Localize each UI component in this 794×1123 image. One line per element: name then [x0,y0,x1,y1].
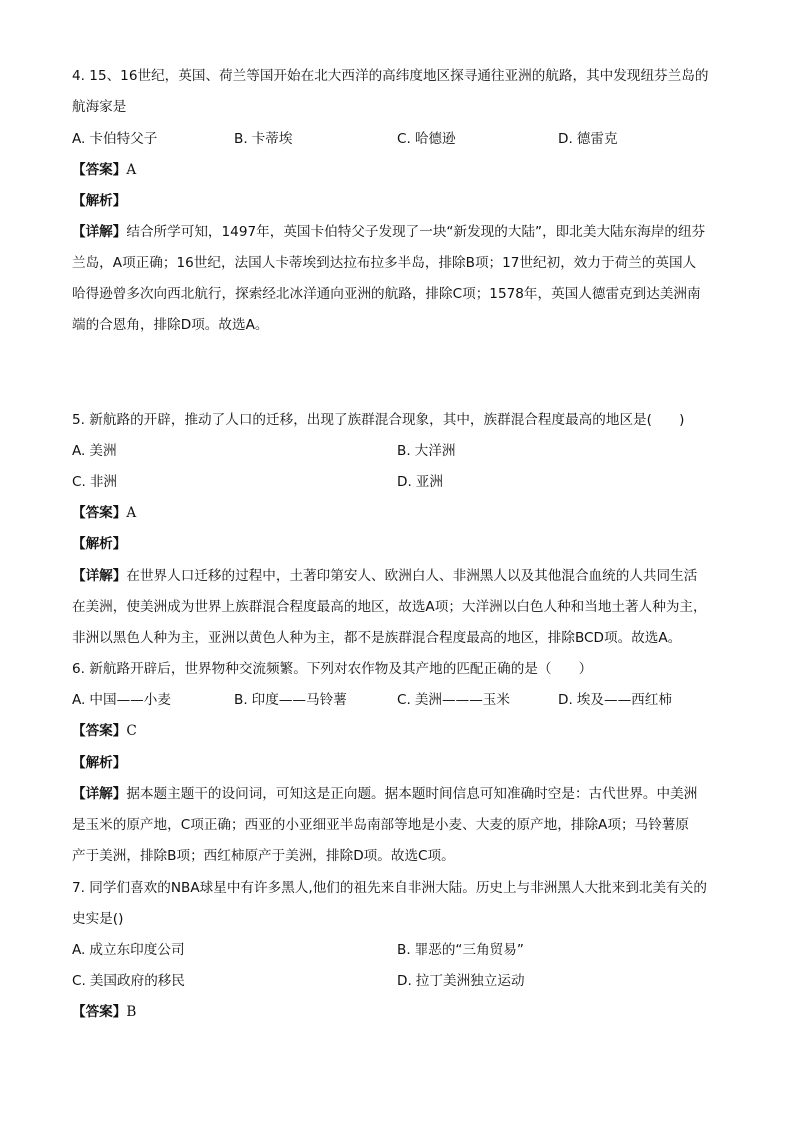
q4-option-d: D. 德雷克 [558,131,618,147]
q6-option-d: D. 埃及——西红柿 [558,692,672,708]
q6-detail-line-3: 产于美洲，排除B项；西红柿原产于美洲，排除D项。故选C项。 [72,848,455,864]
q5-options-row-1 [0,441,794,461]
q6-stem: 6. 新航路开辟后，世界物种交流频繁。下列对农作物及其产地的匹配正确的是（ ） [72,661,593,677]
detail-tag: 【详解】 [72,568,127,584]
q7-stem-line-1: 7. 同学们喜欢的NBA球星中有许多黑人,他们的祖先来自非洲大陆。历史上与非洲黑人大批来到北美有关的 [72,880,707,896]
q5-detail-line-3: 非洲以黑色人种为主，亚洲以黄色人种为主，都不是族群混合程度最高的地区，排除BCD项。故选A。 [72,630,682,646]
answer-tag: 【答案】 [72,723,127,739]
q6-option-c: C. 美洲———玉米 [397,692,510,708]
q5-analysis-heading: 【解析】 [72,536,127,552]
answer-tag: 【答案】 [72,505,127,521]
answer-value: A [126,162,137,178]
detail-tag: 【详解】 [72,224,127,240]
answer-value: A [126,505,137,521]
q4-detail-line-1: 【详解】结合所学可知，1497年，英国卡伯特父子发现了一块“新发现的大陆”，即北美大陆东海岸的纽芬 [72,224,706,240]
detail-tag: 【详解】 [72,786,127,802]
q6-options [0,690,794,710]
q7-options-row-1 [0,940,794,960]
q7-option-b: B. 罪恶的“三角贸易” [397,942,524,958]
q5-options-row-2 [0,472,794,492]
q6-answer [72,721,137,741]
q4-options [0,129,794,149]
q5-option-d: D. 亚洲 [397,474,443,490]
q6-detail-line-2: 是玉米的原产地，C项正确；西亚的小亚细亚半岛南部等地是小麦、大麦的原产地，排除A项；马铃薯原 [72,817,689,833]
q4-stem-line-1: 4. 15、16世纪，英国、荷兰等国开始在北大西洋的高纬度地区探寻通往亚洲的航路，其中发现纽芬兰岛的 [72,68,709,84]
q6-option-b: B. 印度——马铃薯 [234,692,347,708]
q5-stem: 5. 新航路的开辟，推动了人口的迁移，出现了族群混合现象，其中，族群混合程度最高的地区是( ) [72,412,685,428]
q7-answer [72,1002,136,1022]
q4-analysis-heading: 【解析】 [72,193,127,209]
answer-tag: 【答案】 [72,1004,127,1020]
answer-value: C [126,723,137,739]
q6-analysis-heading: 【解析】 [72,755,127,771]
q4-option-c: C. 哈德逊 [397,131,456,147]
q6-option-a: A. 中国——小麦 [72,692,171,708]
answer-value: B [126,1004,137,1020]
q7-stem-line-2: 史实是() [72,911,124,927]
q5-option-c: C. 非洲 [72,474,118,490]
q7-options-row-2 [0,971,794,991]
q4-answer [72,160,136,180]
q4-option-b: B. 卡蒂埃 [234,131,293,147]
q7-option-d: D. 拉丁美洲独立运动 [397,973,525,989]
q7-option-a: A. 成立东印度公司 [72,942,185,958]
q5-detail-line-1: 【详解】在世界人口迁移的过程中，土著印第安人、欧洲白人、非洲黑人以及其他混合血统的人共同生活 [72,568,698,584]
q7-option-c: C. 美国政府的移民 [72,973,185,989]
q4-detail-line-2: 兰岛，A项正确；16世纪，法国人卡蒂埃到达拉布拉多半岛，排除B项；17世纪初，效力于荷兰的英国人 [72,255,697,271]
q4-detail-line-3: 哈得逊曾多次向西北航行，探索经北冰洋通向亚洲的航路，排除C项；1578年，英国人德雷克到达美洲南 [72,286,701,302]
q5-answer [72,503,136,523]
q5-option-b: B. 大洋洲 [397,443,456,459]
q4-detail-line-4: 端的合恩角，排除D项。故选A。 [72,317,269,333]
q4-stem-line-2: 航海家是 [72,99,127,115]
q6-detail-line-1: 【详解】据本题主题干的设问词，可知这是正向题。据本题时间信息可知准确时空是：古代世界。中美洲 [72,786,698,802]
q5-detail-line-2: 在美洲，使美洲成为世界上族群混合程度最高的地区，故选A项；大洋洲以白色人种和当地土著人种为主， [72,599,707,615]
q4-option-a: A. 卡伯特父子 [72,131,158,147]
q5-option-a: A. 美洲 [72,443,117,459]
answer-tag: 【答案】 [72,162,127,178]
